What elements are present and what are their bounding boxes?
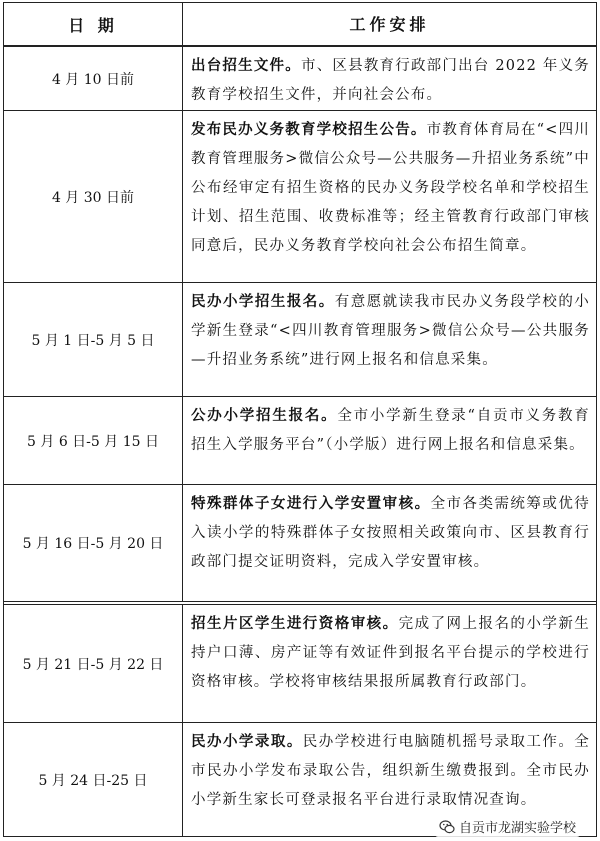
row-task <box>183 111 596 282</box>
row-task-body: 民办学校进行电脑随机摇号录取工作。全市民办小学发布录取公告，组织新生缴费报到。全市民办小学新生家长可登录报名平台进行录取情况查询。 <box>191 734 590 808</box>
row-date: 4 月 30 日前 <box>4 111 183 282</box>
row-task <box>183 605 596 722</box>
table-row <box>4 605 596 723</box>
row-task <box>183 485 596 601</box>
table-header <box>4 3 596 47</box>
row-date: 5 月 6 日-5 月 15 日 <box>4 397 183 484</box>
table-row <box>4 485 596 605</box>
row-task-title: 民办小学录取。 <box>191 733 303 750</box>
row-task-title: 出台招生文件。 <box>191 57 301 74</box>
enrollment-schedule-table <box>3 2 597 837</box>
row-task-body: 有意愿就读我市民办义务段学校的小学新生登录“<四川教育管理服务>微信公众号—公共服务—升招业务系统”进行网上报名和信息采集。 <box>191 294 590 368</box>
watermark-text: 自贡市龙湖实验学校 <box>458 821 576 836</box>
row-task-body: 全市小学新生登录“自贡市义务教育招生入学服务平台”（小学版）进行网上报名和信息采集。 <box>191 408 590 453</box>
row-task-title: 民办小学招生报名。 <box>191 293 335 310</box>
watermark <box>435 816 580 837</box>
row-task-title: 特殊群体子女进行入学安置审核。 <box>191 495 431 512</box>
row-task-title: 公办小学招生报名。 <box>191 407 338 424</box>
row-date: 5 月 1 日-5 月 5 日 <box>4 283 183 396</box>
row-date: 5 月 16 日-5 月 20 日 <box>4 485 183 601</box>
table-row <box>4 47 596 111</box>
row-date: 5 月 24 日-25 日 <box>4 723 183 836</box>
row-task-title: 招生片区学生进行资格审核。 <box>191 615 399 632</box>
row-task-body: 市教育体育局在“<四川教育管理服务>微信公众号—公共服务—升招业务系统”中公布经审定有招生资格的民办义务段学校名单和学校招生计划、招生范围、收费标准等；经主管教育行政部门审核同意后，民办义务教育学校向社会公布招生简章。 <box>191 122 591 254</box>
row-task-body: 全市各类需统筹或优待入读小学的特殊群体子女按照相关政策向市、区县教育行政部门提交证明资料，完成入学安置审核。 <box>191 496 590 570</box>
table-row <box>4 283 596 397</box>
table-row <box>4 111 596 283</box>
row-date: 4 月 10 日前 <box>4 47 183 110</box>
row-task-body: 完成了网上报名的小学新生持户口薄、房产证等有效证件到报名平台提示的学校进行资格审核。学校将审核结果报所属教育行政部门。 <box>191 616 590 690</box>
header-date: 日 期 <box>4 3 183 45</box>
row-task <box>183 283 596 396</box>
table-row <box>4 397 596 485</box>
row-task-title: 发布民办义务教育学校招生公告。 <box>191 121 427 138</box>
wechat-icon <box>439 819 455 835</box>
header-task: 工作安排 <box>349 14 430 34</box>
row-date: 5 月 21 日-5 月 22 日 <box>4 605 183 722</box>
row-task <box>183 397 596 484</box>
row-task <box>183 47 596 110</box>
row-task-body: 市、区县教育行政部门出台 2022 年义务教育学校招生文件，并向社会公布。 <box>191 58 590 103</box>
